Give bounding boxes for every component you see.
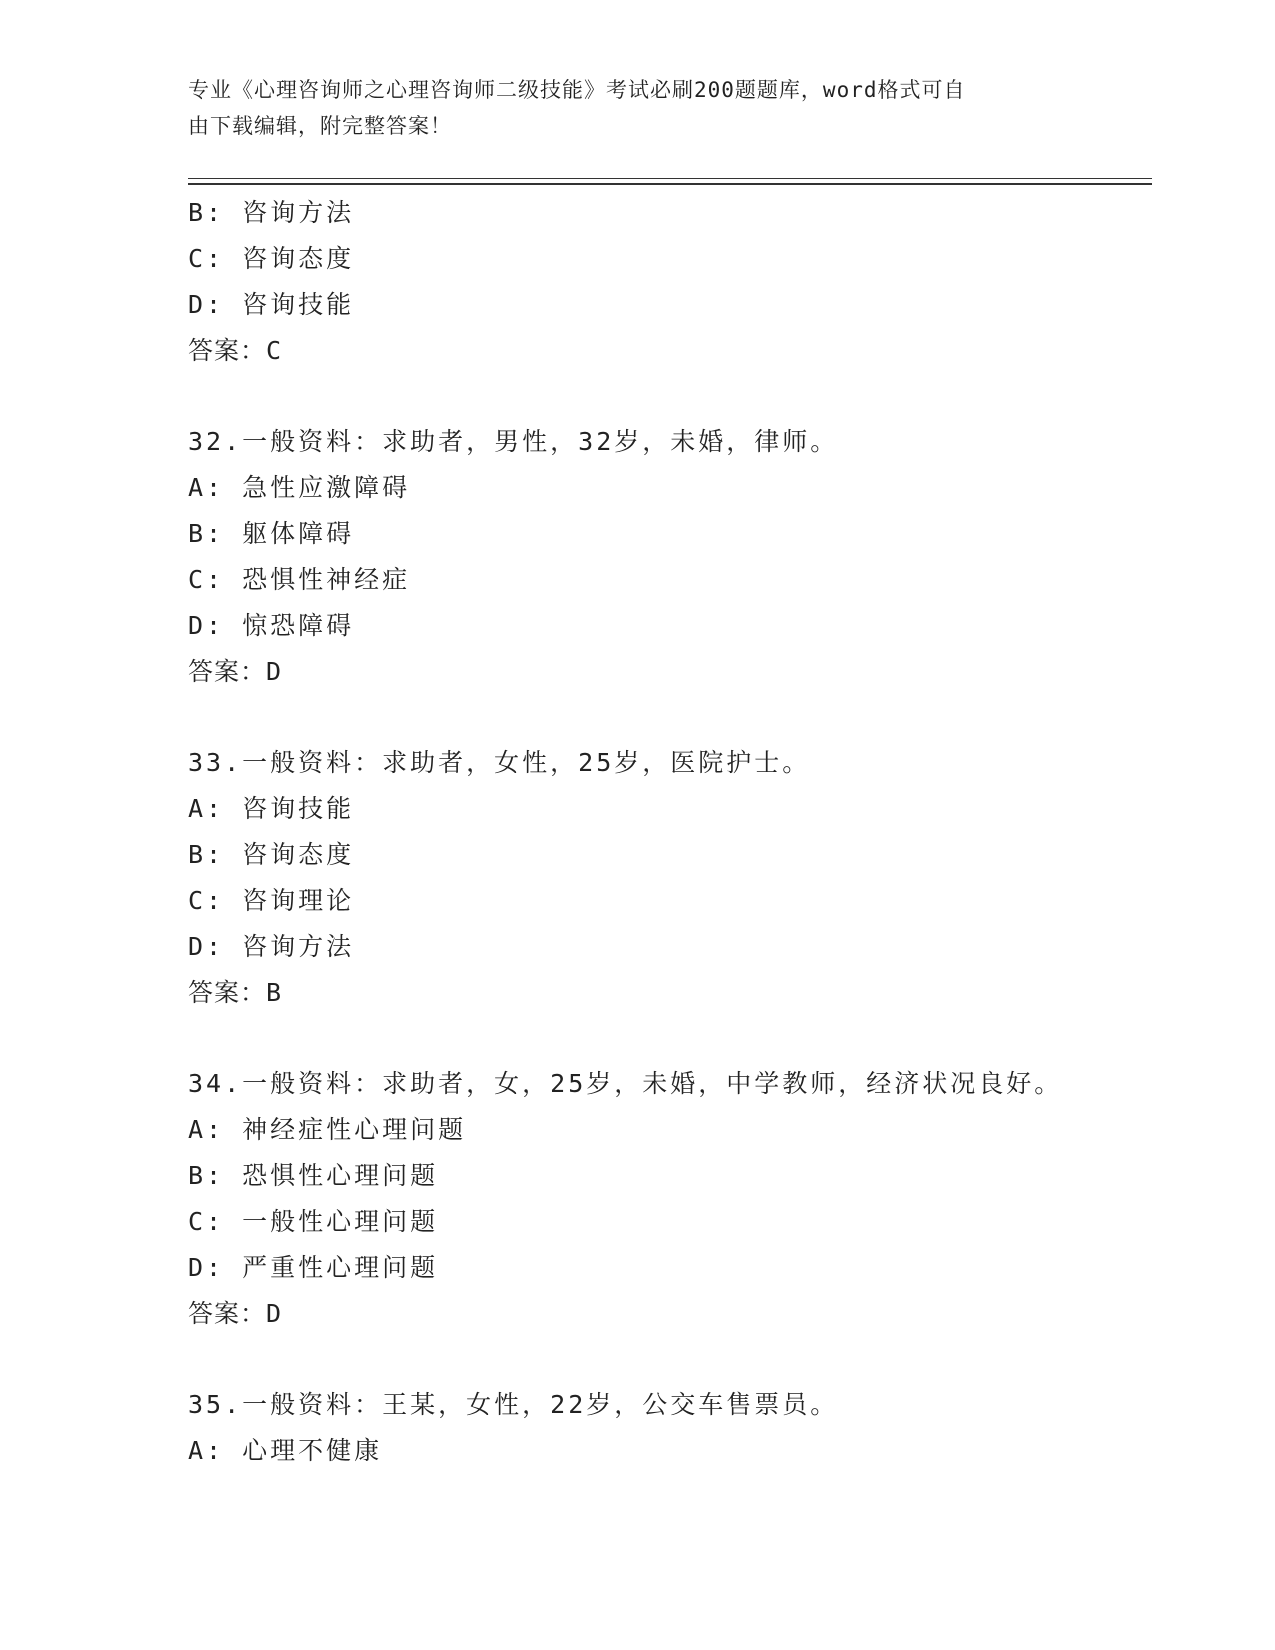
option-d: D: 惊恐障碍 xyxy=(188,611,355,640)
question-34 xyxy=(188,1061,1188,1337)
spacer xyxy=(188,695,1188,740)
question-stem: 33.一般资料：求助者，女性，25岁，医院护士。 xyxy=(188,748,811,777)
option-a: A: 急性应激障碍 xyxy=(188,473,411,502)
answer-line: 答案：D xyxy=(188,657,283,686)
header-rule-thick xyxy=(188,183,1152,185)
answer-line: 答案：B xyxy=(188,978,283,1007)
option-a: A: 咨询技能 xyxy=(188,794,355,823)
header-rule-thin xyxy=(188,178,1152,179)
header-title-line-2: 由下载编辑，附完整答案！ xyxy=(188,114,452,138)
spacer xyxy=(188,1337,1188,1382)
question-stem: 32.一般资料：求助者，男性，32岁，未婚，律师。 xyxy=(188,427,839,456)
question-31-fragment xyxy=(188,190,1188,374)
question-33 xyxy=(188,740,1188,1016)
option-d: D: 咨询方法 xyxy=(188,932,355,961)
question-stem: 35.一般资料：王某，女性，22岁，公交车售票员。 xyxy=(188,1390,839,1419)
spacer xyxy=(188,1016,1188,1061)
option-a: A: 神经症性心理问题 xyxy=(188,1115,467,1144)
question-list xyxy=(188,190,1188,1474)
option-d: D: 咨询技能 xyxy=(188,290,355,319)
question-stem: 34.一般资料：求助者，女，25岁，未婚，中学教师，经济状况良好。 xyxy=(188,1069,1063,1098)
option-a: A: 心理不健康 xyxy=(188,1436,383,1465)
spacer xyxy=(188,374,1188,419)
question-35 xyxy=(188,1382,1188,1474)
answer-line: 答案：D xyxy=(188,1299,283,1328)
question-32 xyxy=(188,419,1188,695)
option-b: B: 咨询方法 xyxy=(188,198,355,227)
header-title-line-1: 专业《心理咨询师之心理咨询师二级技能》考试必刷200题题库，word格式可自 xyxy=(188,78,966,102)
option-b: B: 咨询态度 xyxy=(188,840,355,869)
option-c: C: 一般性心理问题 xyxy=(188,1207,439,1236)
option-c: C: 咨询理论 xyxy=(188,886,355,915)
option-b: B: 恐惧性心理问题 xyxy=(188,1161,439,1190)
document-header xyxy=(188,72,1068,144)
option-b: B: 躯体障碍 xyxy=(188,519,355,548)
answer-line: 答案：C xyxy=(188,336,283,365)
option-c: C: 恐惧性神经症 xyxy=(188,565,411,594)
option-c: C: 咨询态度 xyxy=(188,244,355,273)
option-d: D: 严重性心理问题 xyxy=(188,1253,439,1282)
